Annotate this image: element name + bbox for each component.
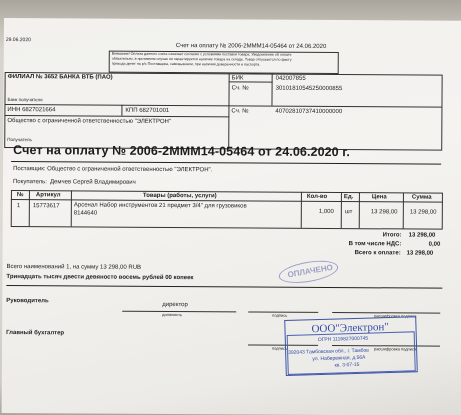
account-label: Сч. № — [231, 108, 249, 115]
recipient-label: Получатель — [7, 137, 32, 143]
buyer-value: Демчев Сергей Владимирович — [49, 179, 136, 186]
col-header-article: Артикул — [35, 192, 61, 199]
corr-account-value: 30101810545250000855 — [275, 85, 343, 93]
col-header-goods: Товары (работы, услуги) — [142, 192, 217, 200]
caption-position: должность — [162, 311, 183, 318]
row-sum: 13 298,00 — [409, 209, 437, 216]
caption-signature: подпись — [272, 312, 288, 318]
pay-value: 13 298,00 — [406, 250, 434, 257]
caption-decoding: расшифровка подписи — [374, 313, 417, 319]
doc-reference: Счет на оплату № 2006-2MMM14-05464 от 24.06.2020 — [175, 43, 327, 50]
paid-stamp — [277, 257, 340, 287]
row-unit: шт — [344, 209, 353, 216]
row-qty: 1,000 — [318, 208, 334, 216]
sum-in-words: Тринадцать тысяч двести девяносто восемь рублей 00 копеек — [6, 274, 194, 282]
corr-account-label: Сч. № — [231, 85, 249, 92]
caption-decoding-2: расшифровка подписи — [373, 346, 417, 352]
notice-line-1: Внимание! Оплата данного счета означает согласие с условиями поставки товара. Уведомление об оплате — [111, 51, 292, 57]
total-value: 13 298,00 — [408, 232, 436, 239]
buyer-label: Покупатель: — [12, 179, 47, 186]
row-name-line-2: 8144640 — [73, 210, 98, 217]
col-header-unit: Ед. — [343, 194, 354, 201]
row-price: 13 298,00 — [370, 209, 398, 216]
bank-name: ФИЛИАЛ № 3652 БАНКА ВТБ (ПАО) — [7, 74, 113, 81]
seal-address-2: ул. Набережная, д.56А — [312, 354, 366, 363]
print-date: 29.06.2020 — [5, 37, 31, 44]
bank-label: Банк получателя — [7, 97, 43, 103]
col-header-price: Цена — [371, 194, 387, 201]
head-label: Руководитель — [6, 298, 49, 305]
bik-label: БИК — [231, 75, 244, 82]
company-seal — [284, 313, 418, 376]
total-label: Итого: — [382, 232, 402, 239]
pay-label: Всего к оплате: — [354, 250, 401, 257]
col-header-sum: Сумма — [411, 194, 432, 201]
seal-ogrn: ОГРН 1116827000745 — [317, 335, 369, 344]
supplier-value: Общество с ограниченной ответственностью "ЭЛЕКТРОН". — [47, 166, 213, 174]
bik-value: 042007855 — [275, 75, 306, 82]
recipient-name: Общество с ограниченной ответственностью "ЭЛЕКТРОН" — [7, 118, 171, 126]
seal-org: ООО"Электрон" — [311, 321, 389, 336]
caption-signature-2: подпись — [271, 345, 288, 351]
notice-line-2: обязательно, в противном случае не гарантируется наличие товара на складе. Товар отпускается по факту — [111, 56, 292, 62]
invoice-title: Счет на оплату № 2006-2MMM14-05464 от 24.06.2020 г. — [13, 143, 350, 160]
supplier-label: Поставщик: — [13, 166, 46, 173]
row-article: 15773617 — [32, 203, 60, 210]
row-num: 1 — [16, 203, 21, 210]
paid-stamp-text: ОПЛАЧЕНО — [286, 262, 334, 280]
seal-address-3: кв. 3-07-15 — [334, 361, 360, 369]
seal-address-1: 392043 Тамбовская обл., г. Тамбов — [288, 347, 370, 356]
account-value: 40702810737410000000 — [275, 108, 343, 116]
inn: ИНН 6827021664 — [7, 107, 56, 114]
invoice-document — [2, 18, 461, 415]
bank-details-box — [4, 72, 442, 151]
head-position: директор — [162, 301, 188, 309]
col-header-num: № — [16, 192, 24, 199]
vat-label: В том числе НДС: — [348, 241, 402, 248]
items-count-line: Всего наименований 1, на сумму 13 298,00 RUB — [6, 264, 142, 271]
col-header-qty: Кол-во — [306, 193, 328, 200]
row-name-line-1: Арсенал Набор инструментов 21 предмет 3/4" для грузовиков — [73, 202, 247, 210]
vat-value: 0,00 — [428, 241, 441, 248]
kpp: КПП 682701001 — [125, 107, 170, 115]
accountant-label: Главный бухгалтер — [6, 330, 65, 337]
notice-line-3: прихода денег на р/с Поставщика, самовывозом, при наличии доверенности и паспорта. — [111, 61, 261, 67]
